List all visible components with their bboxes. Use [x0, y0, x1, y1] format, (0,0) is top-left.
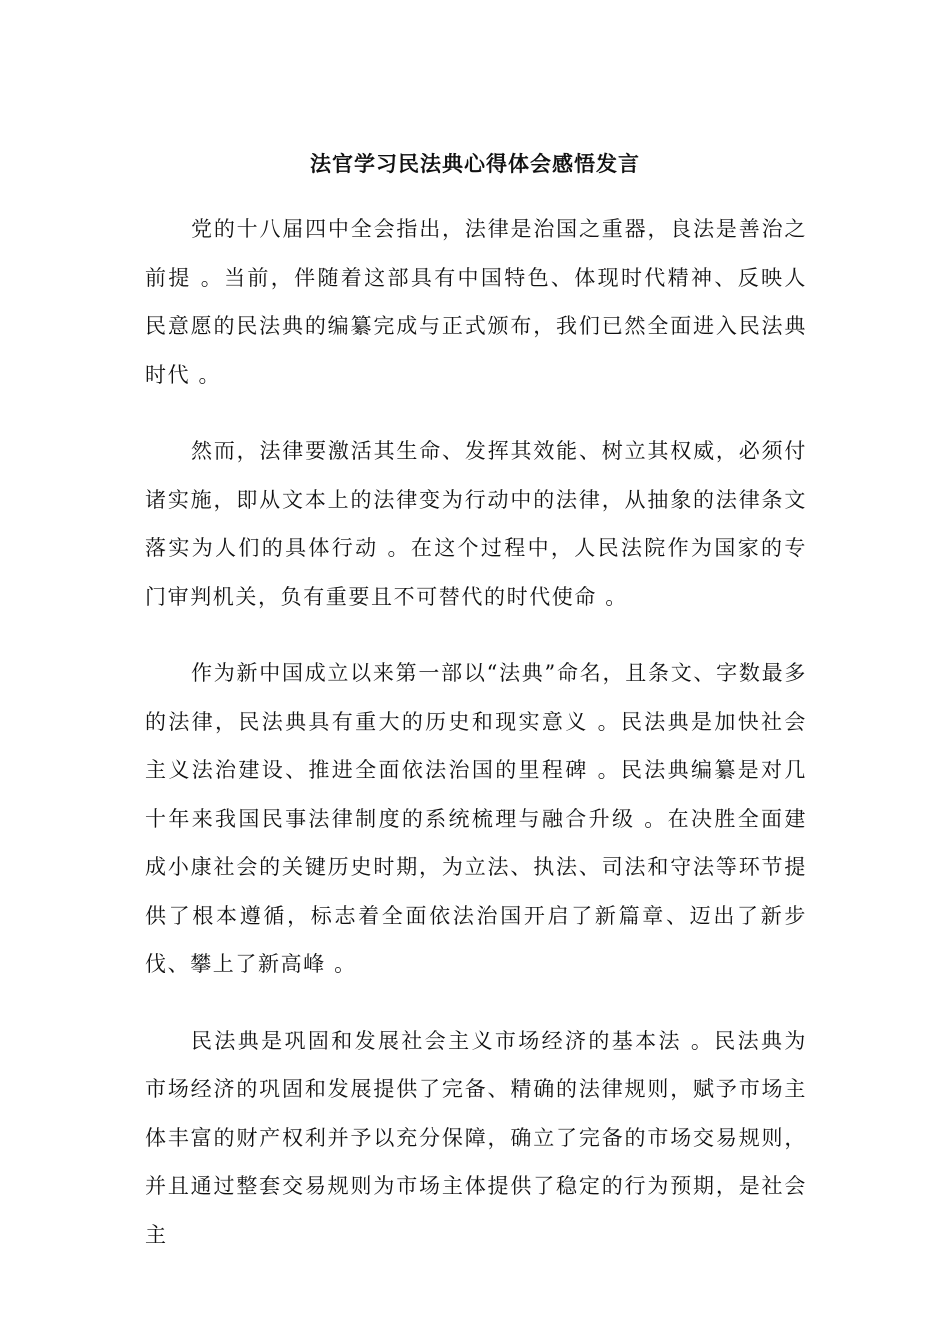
paragraph: 党的十八届四中全会指出，法律是治国之重器，良法是善治之前提 。当前，伴随着这部具有中国特色、体现时代精神、反映人民意愿的民法典的编纂完成与正式颁布，我们已然全面进入民法典时代 。	[145, 217, 807, 387]
document-title: 法官学习民法典心得体会感悟发言	[310, 151, 640, 176]
paragraph: 民法典是巩固和发展社会主义市场经济的基本法 。民法典为市场经济的巩固和发展提供了完备、精确的法律规则，赋予市场主体丰富的财产权利并予以充分保障，确立了完备的市场交易规则，并且通过整套交易规则为市场主体提供了稳定的行为预期，是社会主	[145, 1028, 807, 1247]
paragraph: 然而，法律要激活其生命、发挥其效能、树立其权威，必须付诸实施，即从文本上的法律变为行动中的法律，从抽象的法律条文落实为人们的具体行动 。在这个过程中，人民法院作为国家的专门审判机关，负有重要且不可替代的时代使命 。	[145, 439, 807, 609]
paragraph: 作为新中国成立以来第一部以“法典”命名，且条文、字数最多的法律，民法典具有重大的历史和现实意义 。民法典是加快社会主义法治建设、推进全面依法治国的里程碑 。民法典编纂是对几十年来我国民事法律制度的系统梳理与融合升级 。在决胜全面建成小康社会的关键历史时期，为立法、执法、司法和守法等环节提供了根本遵循，标志着全面依法治国开启了新篇章、迈出了新步伐、攀上了新高峰 。	[145, 661, 807, 976]
document-body	[145, 205, 807, 1287]
